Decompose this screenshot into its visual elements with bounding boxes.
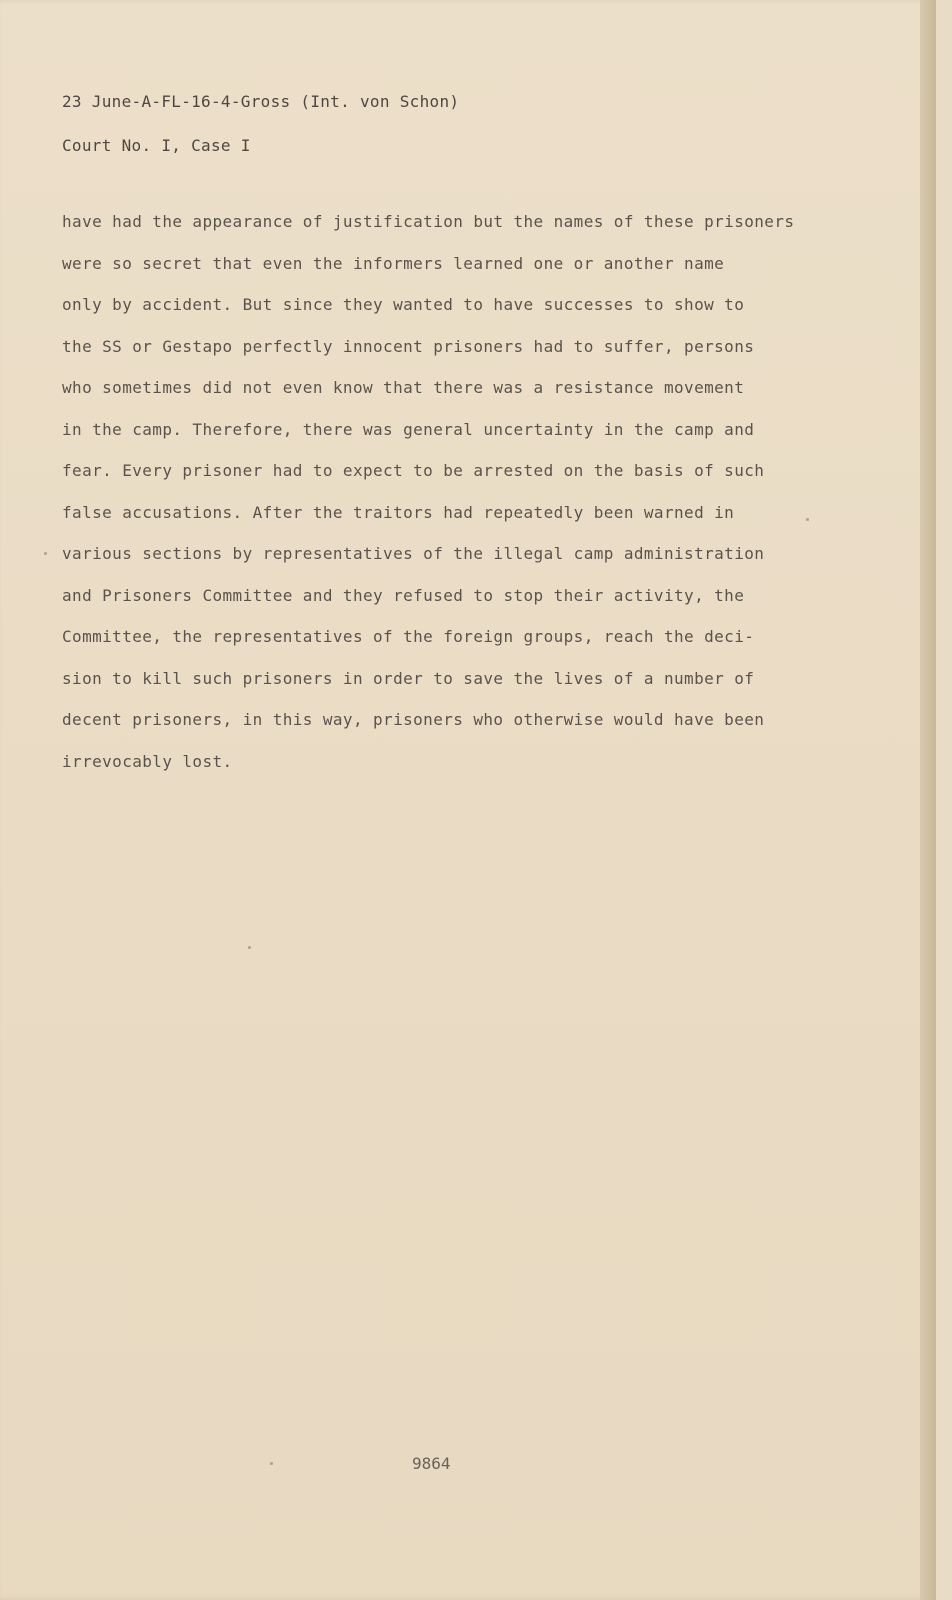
page-edge — [920, 0, 936, 1600]
paper-speck — [270, 1462, 273, 1465]
body-line: irrevocably lost. — [62, 751, 233, 771]
paper-speck — [248, 946, 251, 949]
case-reference: 23 June-A-FL-16-4-Gross (Int. von Schon) — [62, 92, 460, 111]
body-line: and Prisoners Committee and they refused to stop their activity, the — [62, 585, 745, 605]
body-line: who sometimes did not even know that there was a resistance movement — [62, 378, 745, 397]
paper-speck — [44, 552, 47, 555]
body-line: Committee, the representatives of the foreign groups, reach the deci- — [62, 627, 755, 646]
body-line: various sections by representatives of the illegal camp administration — [62, 544, 765, 563]
court-reference: Court No. I, Case I — [62, 136, 251, 155]
body-line: the SS or Gestapo perfectly innocent prisoners had to suffer, persons — [62, 336, 755, 356]
body-line: decent prisoners, in this way, prisoners who otherwise would have been — [62, 710, 765, 729]
body-line: fear. Every prisoner had to expect to be arrested on the basis of such — [62, 461, 765, 480]
paper-speck — [806, 518, 809, 521]
body-line: only by accident. But since they wanted to have successes to show to — [62, 295, 745, 314]
body-line: have had the appearance of justification but the names of these prisoners — [62, 212, 795, 231]
transcript-body — [62, 212, 852, 793]
body-line: in the camp. Therefore, there was general uncertainty in the camp and — [62, 419, 755, 439]
body-line: false accusations. After the traitors had repeatedly been warned in — [62, 502, 735, 522]
body-line: sion to kill such prisoners in order to save the lives of a number of — [62, 668, 755, 688]
page-number: 9864 — [412, 1454, 451, 1473]
body-line: were so secret that even the informers learned one or another name — [62, 253, 725, 273]
